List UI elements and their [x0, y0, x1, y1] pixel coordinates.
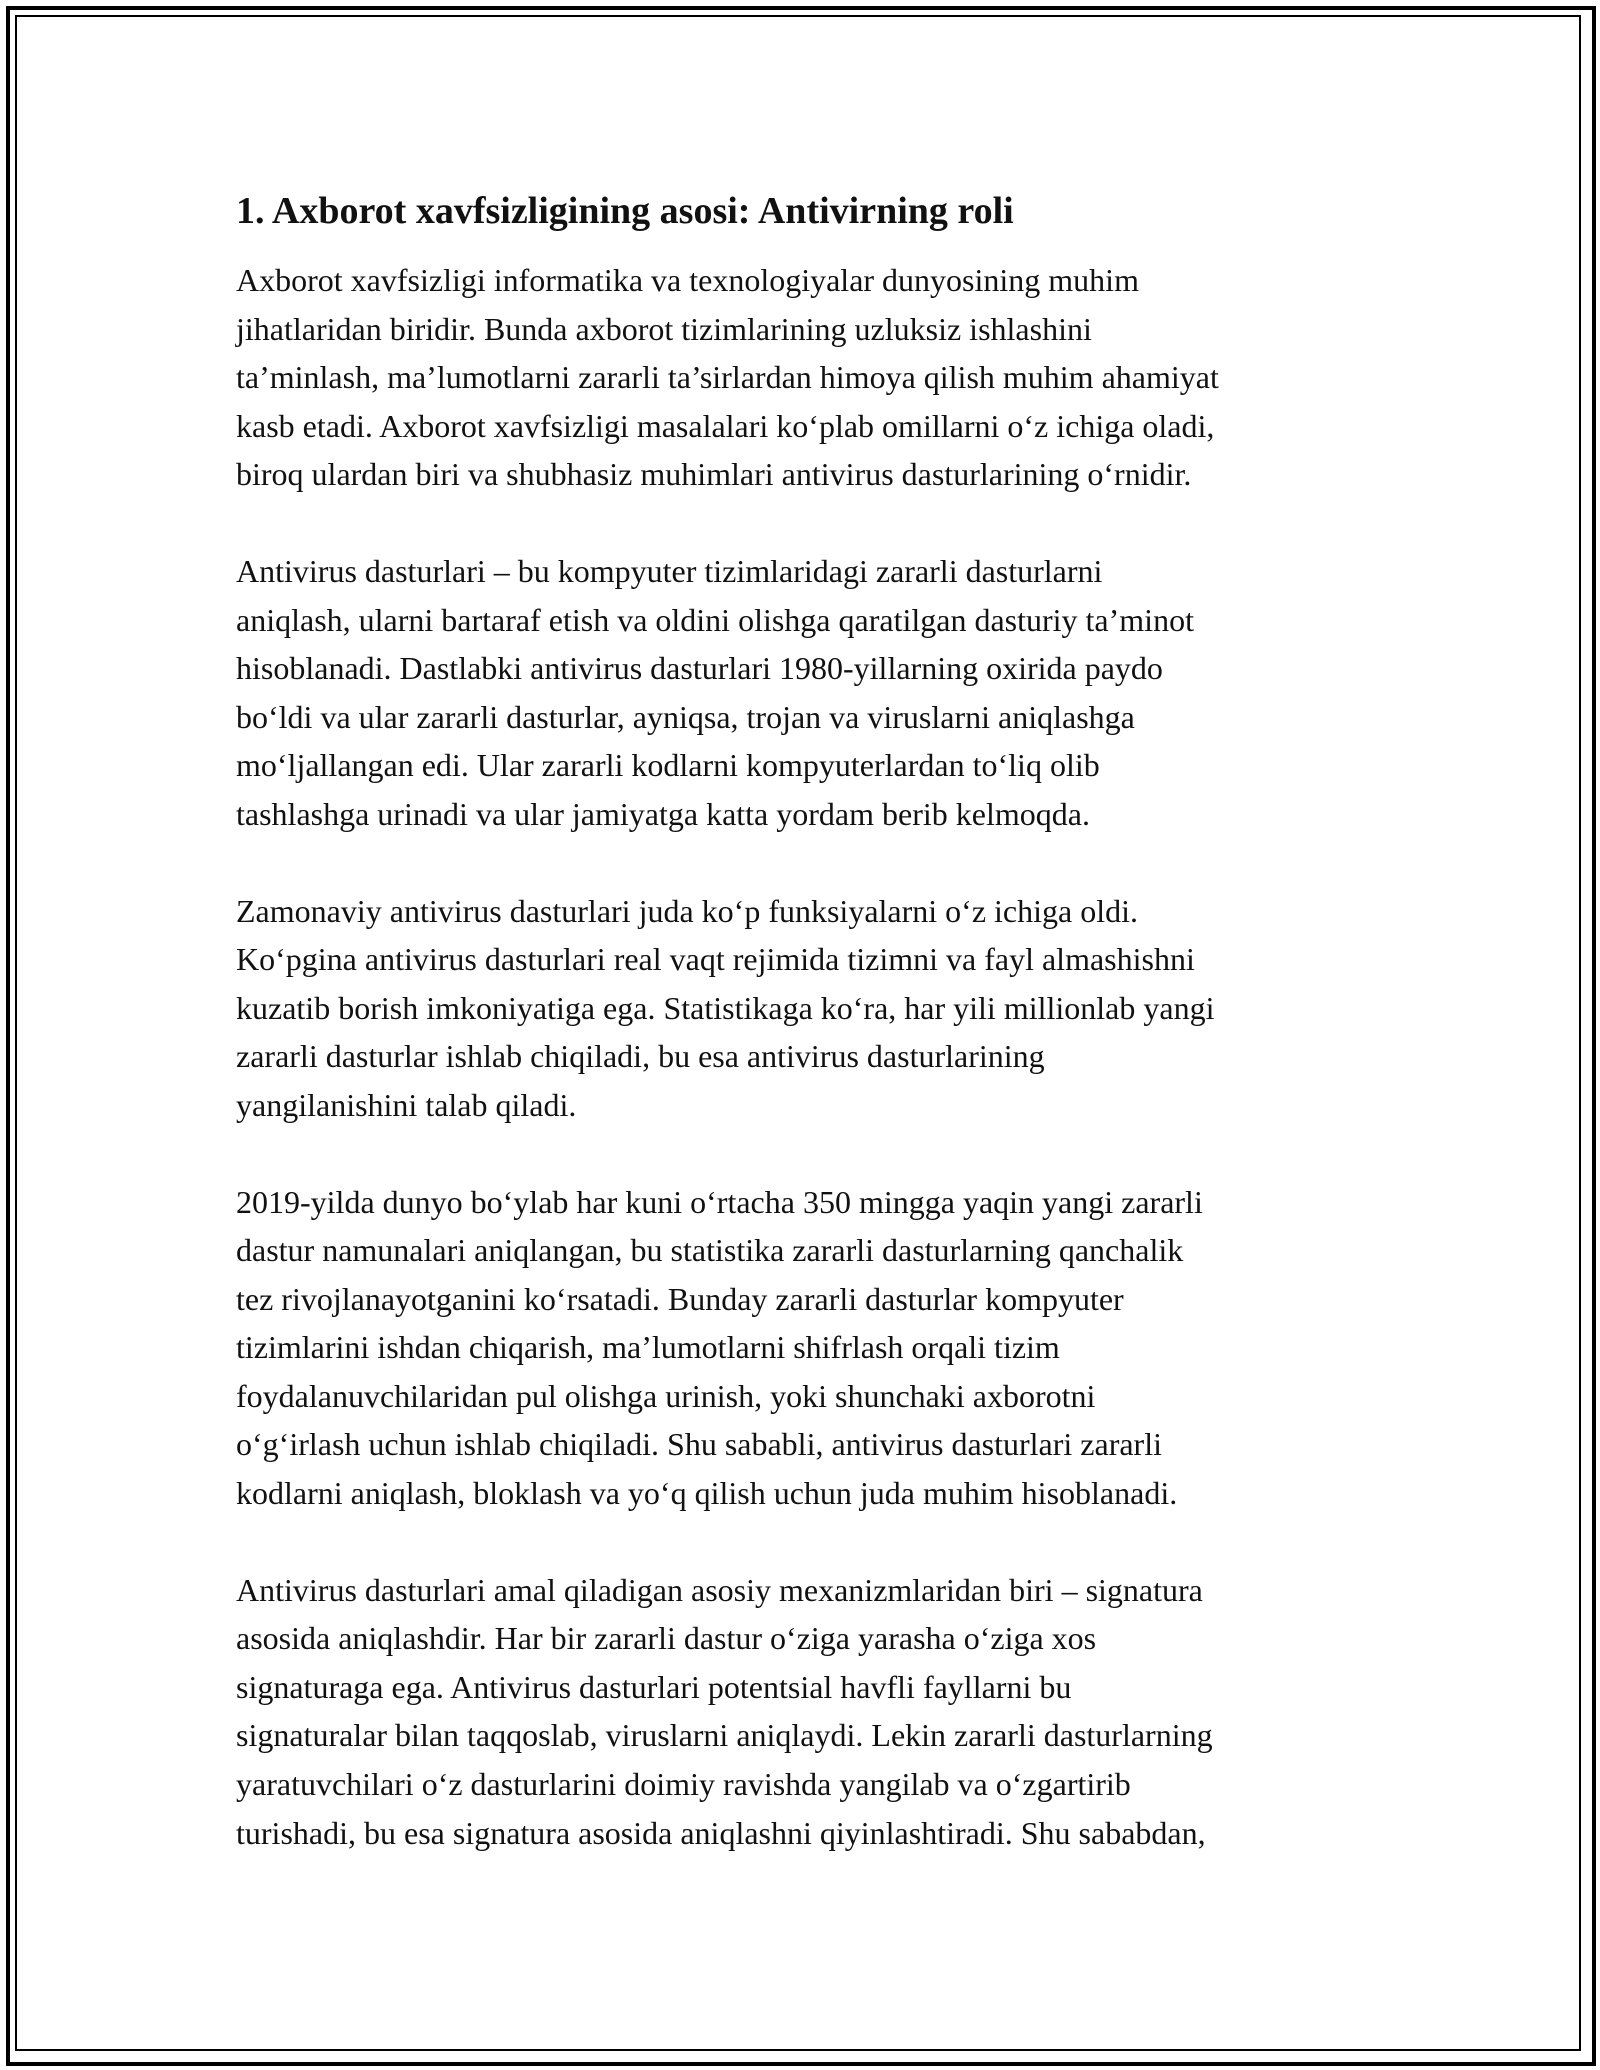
text-line: yaratuvchilari o‘z dasturlarini doimiy ravishda yangilab va o‘zgartirib	[236, 1766, 1131, 1803]
text-line: tashlashga urinadi va ular jamiyatga katta yordam berib kelmoqda.	[236, 795, 1090, 832]
text-line: 2019-yilda dunyo bo‘ylab har kuni o‘rtacha 350 mingga yaqin yangi zararli	[236, 1183, 1203, 1220]
text-line: tez rivojlanayotganini ko‘rsatadi. Bunday zararli dasturlar kompyuter	[236, 1280, 1124, 1317]
text-line: jihatlaridan biridir. Bunda axborot tizimlarining uzluksiz ishlashini	[236, 310, 1092, 347]
paragraph-4	[236, 1178, 1366, 1518]
text-line: zararli dasturlar ishlab chiqiladi, bu esa antivirus dasturlarining	[236, 1038, 1045, 1075]
section-heading: 1. Axborot xavfsizligining asosi: Antivirning roli	[236, 190, 1014, 232]
text-line: o‘g‘irlash uchun ishlab chiqiladi. Shu sababli, antivirus dasturlari zararli	[236, 1426, 1162, 1463]
text-line: mo‘ljallangan edi. Ular zararli kodlarni kompyuterlardan to‘liq olib	[236, 747, 1100, 784]
text-line: kodlarni aniqlash, bloklash va yo‘q qilish uchun juda muhim hisoblanadi.	[236, 1475, 1178, 1512]
text-line: signaturaga ega. Antivirus dasturlari potentsial havfli fayllarni bu	[236, 1668, 1072, 1705]
text-line: signaturalar bilan taqqoslab, viruslarni aniqlaydi. Lekin zararli dasturlarning	[236, 1717, 1213, 1754]
document-body	[236, 186, 1366, 1905]
text-line: tizimlarini ishdan chiqarish, ma’lumotlarni shifrlash orqali tizim	[236, 1329, 1060, 1366]
text-line: foydalanuvchilaridan pul olishga urinish, yoki shunchaki axborotni	[236, 1377, 1096, 1414]
text-line: Antivirus dasturlari – bu kompyuter tizimlaridagi zararli dasturlarni	[236, 552, 1103, 589]
text-line: dastur namunalari aniqlangan, bu statistika zararli dasturlarning qanchalik	[236, 1232, 1184, 1269]
paragraph-3	[236, 887, 1366, 1130]
text-line: aniqlash, ularni bartaraf etish va oldini olishga qaratilgan dasturiy ta’minot	[236, 601, 1194, 638]
text-line: asosida aniqlashdir. Har bir zararli dastur o‘ziga yarasha o‘ziga xos	[236, 1620, 1097, 1657]
text-line: Antivirus dasturlari amal qiladigan asosiy mexanizmlaridan biri – signatura	[236, 1571, 1203, 1608]
paragraph-5	[236, 1566, 1366, 1858]
text-line: Zamonaviy antivirus dasturlari juda ko‘p funksiyalarni o‘z ichiga oldi.	[236, 892, 1138, 929]
text-line: Ko‘pgina antivirus dasturlari real vaqt rejimida tizimni va fayl almashishni	[236, 941, 1195, 978]
text-line: kasb etadi. Axborot xavfsizligi masalalari ko‘plab omillarni o‘z ichiga oladi,	[236, 407, 1215, 444]
text-line: yangilanishini talab qiladi.	[236, 1086, 577, 1123]
text-line: kuzatib borish imkoniyatiga ega. Statistikaga ko‘ra, har yili millionlab yangi	[236, 989, 1215, 1026]
text-line: hisoblanadi. Dastlabki antivirus dasturlari 1980-yillarning oxirida paydo	[236, 650, 1163, 687]
text-line: ta’minlash, ma’lumotlarni zararli ta’sirlardan himoya qilish muhim ahamiyat	[236, 359, 1219, 396]
paragraph-2	[236, 547, 1366, 839]
text-line: Axborot xavfsizligi informatika va texnologiyalar dunyosining muhim	[236, 262, 1139, 298]
paragraph-1	[236, 256, 1366, 499]
text-line: bo‘ldi va ular zararli dasturlar, ayniqsa, trojan va viruslarni aniqlashga	[236, 698, 1135, 735]
text-line: turishadi, bu esa signatura asosida aniqlashni qiyinlashtiradi. Shu sababdan,	[236, 1814, 1206, 1851]
text-line: biroq ulardan biri va shubhasiz muhimlari antivirus dasturlarining o‘rnidir.	[236, 456, 1192, 493]
